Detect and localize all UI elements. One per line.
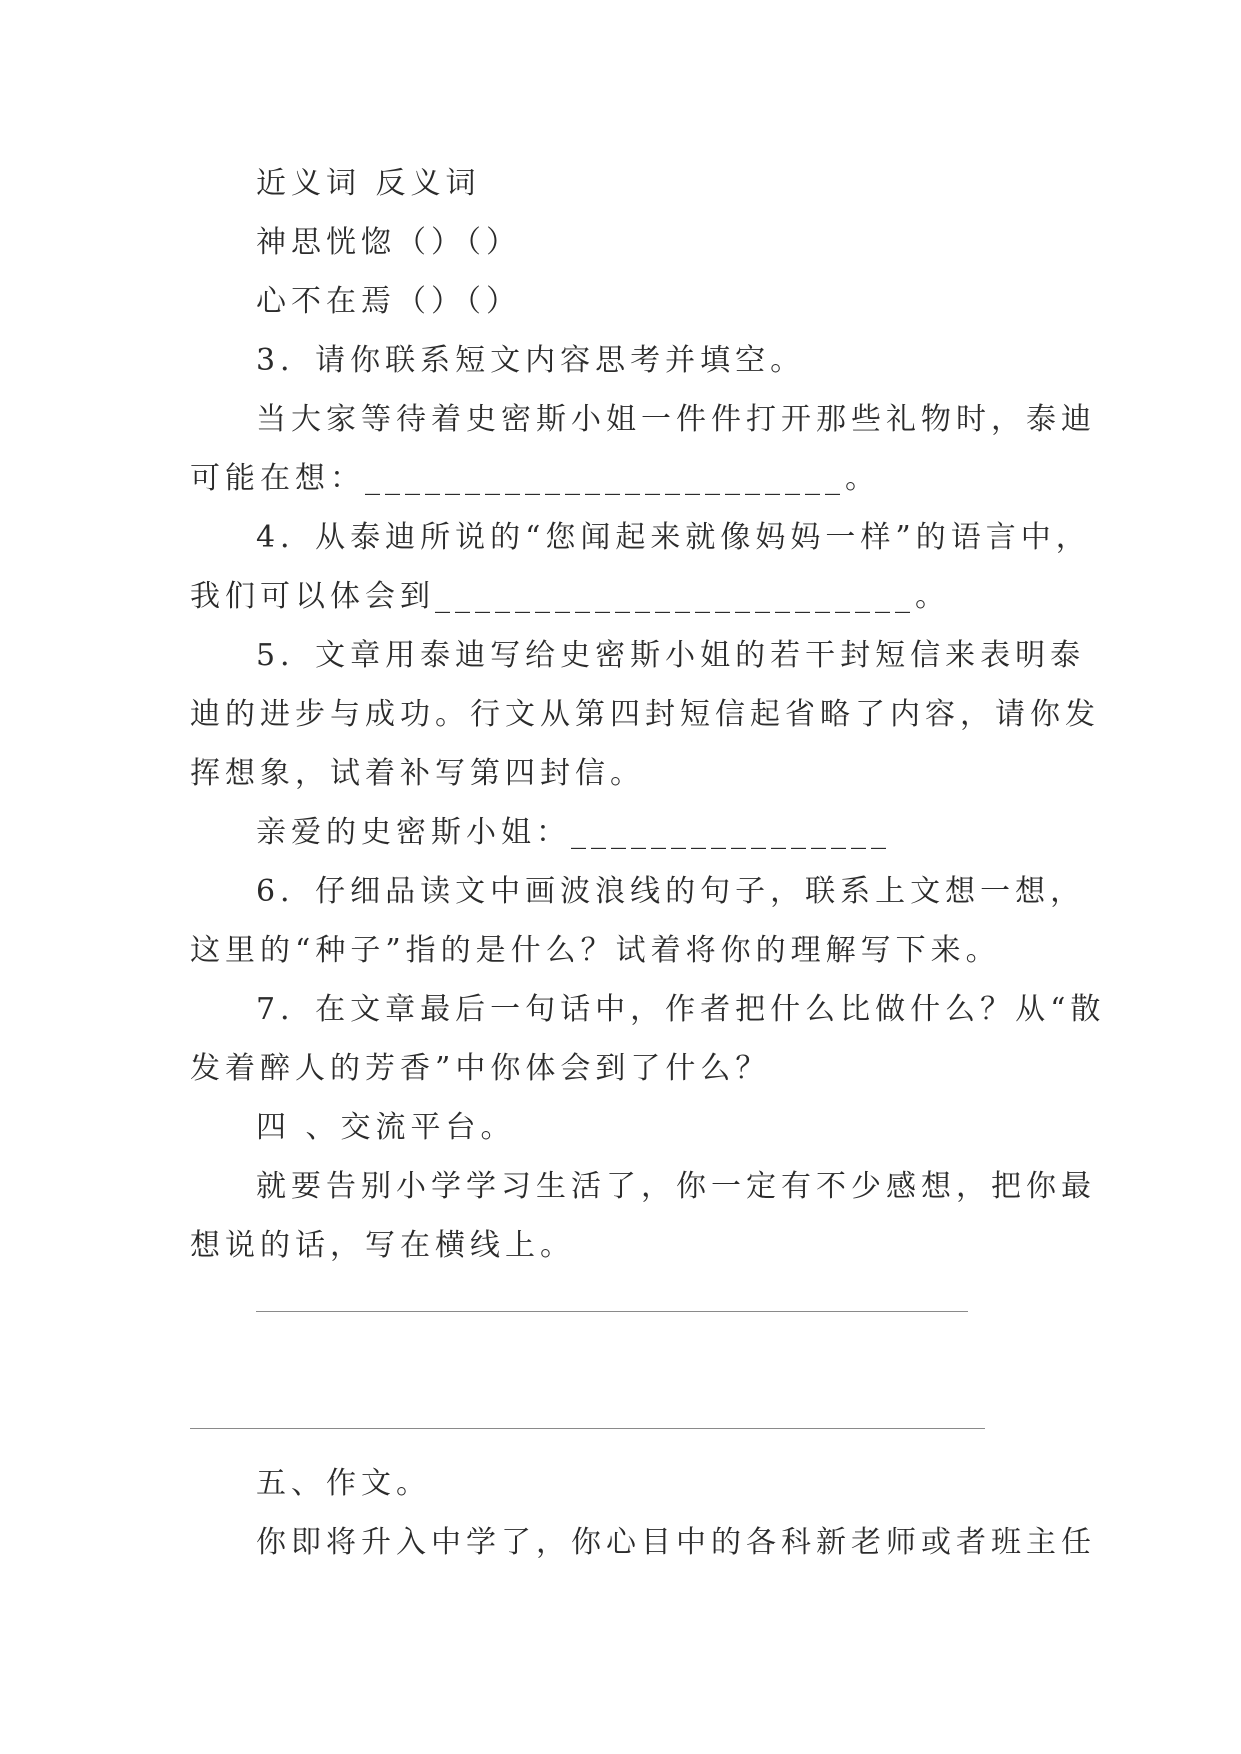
question-3: 3．请你联系短文内容思考并填空。 [256,343,806,378]
fill-blank-line: 可能在想：________________________。 [190,461,880,496]
paragraph-line: 迪的进步与成功。行文从第四封短信起省略了内容，请你发 [190,697,1100,732]
paragraph-line: 想说的话，写在横线上。 [190,1228,575,1263]
paragraph-line: 就要告别小学学习生活了，你一定有不少感想，把你最 [256,1169,1096,1204]
question-4: 4．从泰迪所说的“您闻起来就像妈妈一样”的语言中， [256,520,1091,555]
section-5-heading: 五、作文。 [256,1466,431,1501]
paragraph-line: 挥想象，试着补写第四封信。 [190,756,645,791]
letter-salutation: 亲爱的史密斯小姐：________________ [256,815,891,850]
synonym-antonym-header: 近义词 反义词 [256,166,481,201]
answer-line [256,1311,968,1312]
section-4-heading: 四 、交流平台。 [256,1110,516,1145]
question-5: 5．文章用泰迪写给史密斯小姐的若干封短信来表明泰 [256,638,1086,673]
answer-line [190,1428,985,1429]
fill-blank-line: 我们可以体会到________________________。 [190,579,950,614]
paragraph-line: 发着醉人的芳香”中你体会到了什么？ [190,1051,771,1086]
question-6: 6．仔细品读文中画波浪线的句子，联系上文想一想， [256,874,1086,909]
paragraph-line: 这里的“种子”指的是什么？试着将你的理解写下来。 [190,933,1001,968]
paragraph-line: 当大家等待着史密斯小姐一件件打开那些礼物时，泰迪 [256,402,1096,437]
word-row-1: 神思恍惚（）（） [256,225,521,260]
paragraph-line: 你即将升入中学了，你心目中的各科新老师或者班主任 [256,1525,1096,1560]
word-row-2: 心不在焉（）（） [256,284,521,319]
question-7: 7．在文章最后一句话中，作者把什么比做什么？从“散 [256,992,1106,1027]
